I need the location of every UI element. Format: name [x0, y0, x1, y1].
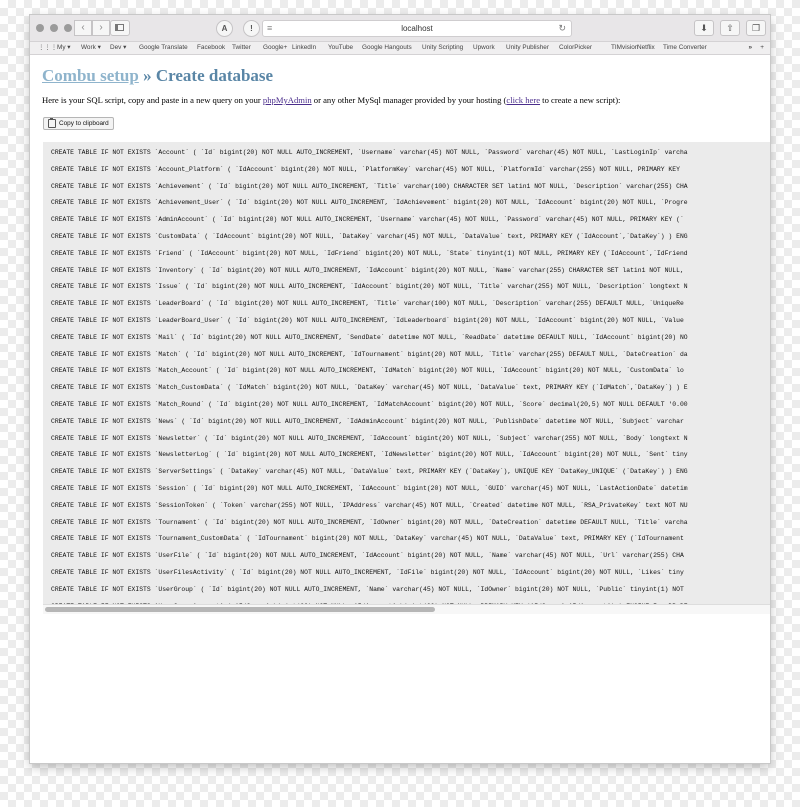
- window-controls: [36, 24, 72, 32]
- sql-line: CREATE TABLE IF NOT EXISTS `LeaderBoard` ( `Id` bigint(20) NOT NULL AUTO_INCREMENT, `Title` varchar(100) NOT NULL, `Description` varchar(255) DEFAULT NULL, `UniqueRe: [51, 300, 684, 308]
- browser-window: [30, 15, 770, 763]
- sidebar-toggle-button[interactable]: [110, 20, 130, 36]
- share-button[interactable]: ⇧: [720, 20, 740, 36]
- bookmark-item[interactable]: Twitter: [232, 44, 251, 51]
- sql-line: CREATE TABLE IF NOT EXISTS `Achievement` ( `Id` bigint(20) NOT NULL AUTO_INCREMENT, `Title` varchar(100) CHARACTER SET latin1 NOT NULL, `Description` varchar(255) CHA: [51, 182, 688, 190]
- sql-line: CREATE TABLE IF NOT EXISTS `Match` ( `Id` bigint(20) NOT NULL AUTO_INCREMENT, `IdTournament` bigint(20) NOT NULL, `Title` varchar(255) DEFAULT NULL, `DateCreation` da: [51, 350, 688, 358]
- sql-line: CREATE TABLE IF NOT EXISTS `CustomData` ( `IdAccount` bigint(20) NOT NULL, `DataKey` varchar(45) NOT NULL, `DataValue` text, PRIMARY KEY (`IdAccount`,`DataKey`) ) ENG: [51, 233, 688, 240]
- bookmark-item[interactable]: Google Hangouts: [362, 44, 412, 51]
- sql-line: CREATE TABLE IF NOT EXISTS `UserFile` ( `Id` bigint(20) NOT NULL AUTO_INCREMENT, `IdAccount` bigint(20) NOT NULL, `Name` varchar(45) NOT NULL, `Url` varchar(255) CHA: [51, 552, 684, 560]
- sql-line: CREATE TABLE IF NOT EXISTS `Achievement_User` ( `Id` bigint(20) NOT NULL AUTO_INCREMENT, `IdAchievement` bigint(20) NOT NULL, `IdAccount` bigint(20) NOT NULL, `Progre: [51, 199, 688, 207]
- zoom-window-button[interactable]: [64, 24, 72, 32]
- address-bar[interactable]: [262, 20, 572, 37]
- sql-line: CREATE TABLE IF NOT EXISTS `NewsletterLog` ( `Id` bigint(20) NOT NULL AUTO_INCREMENT, `IdNewsletter` bigint(20) NOT NULL, `IdAccount` bigint(20) NOT NULL, `Sent` tiny: [51, 451, 688, 459]
- bookmarks-bar: [30, 42, 770, 55]
- bookmark-item[interactable]: TIMvision: [611, 44, 639, 51]
- extension-icon[interactable]: A: [216, 20, 233, 37]
- address-text: localhost: [401, 24, 433, 33]
- bookmark-item[interactable]: Google Translate: [139, 44, 188, 51]
- intro-text: [42, 95, 620, 105]
- clipboard-icon: [48, 119, 56, 128]
- bookmark-item[interactable]: LinkedIn: [292, 44, 317, 51]
- sql-line: CREATE TABLE IF NOT EXISTS `Inventory` ( `Id` bigint(20) NOT NULL AUTO_INCREMENT, `IdAccount` bigint(20) NOT NULL, `Name` varchar(255) CHARACTER SET latin1 NOT NULL,: [51, 266, 684, 274]
- sql-script-box[interactable]: [43, 142, 770, 614]
- sql-line: CREATE TABLE IF NOT EXISTS `Newsletter` ( `Id` bigint(20) NOT NULL AUTO_INCREMENT, `IdAccount` bigint(20) NOT NULL, `Subject` varchar(255) NOT NULL, `Body` longtext N: [51, 434, 688, 442]
- sql-line: CREATE TABLE IF NOT EXISTS `Session` ( `Id` bigint(20) NOT NULL AUTO_INCREMENT, `IdAccount` bigint(20) NOT NULL, `GUID` varchar(45) NOT NULL, `LastActionDate` datetim: [51, 485, 688, 492]
- bookmark-item[interactable]: Unity Scripting: [422, 44, 464, 51]
- bookmark-item[interactable]: Facebook: [197, 44, 226, 51]
- horizontal-scrollbar-track[interactable]: [43, 604, 770, 614]
- minimize-window-button[interactable]: [50, 24, 58, 32]
- phpmyadmin-link[interactable]: phpMyAdmin: [262, 95, 312, 105]
- sql-line: CREATE TABLE IF NOT EXISTS `Match_Round` ( `Id` bigint(20) NOT NULL AUTO_INCREMENT, `IdMatchAccount` bigint(20) NOT NULL, `Score` decimal(20,5) NOT NULL DEFAULT '0.00: [51, 401, 688, 408]
- sql-line: CREATE TABLE IF NOT EXISTS `Mail` ( `Id` bigint(20) NOT NULL AUTO_INCREMENT, `SendDate` datetime NOT NULL, `ReadDate` datetime DEFAULT NULL, `IdAccount` bigint(20) NO: [51, 333, 688, 341]
- sql-line: CREATE TABLE IF NOT EXISTS `SessionToken` ( `Token` varchar(255) NOT NULL, `IPAddress` varchar(45) NOT NULL, `Created` datetime NOT NULL, `RSA_PrivateKey` text NOT NU: [51, 501, 688, 509]
- copy-button-label: Copy to clipboard: [59, 120, 109, 127]
- more-bookmarks-button[interactable]: »: [748, 44, 752, 51]
- combu-setup-link[interactable]: Combu setup: [42, 66, 139, 85]
- sql-line: CREATE TABLE IF NOT EXISTS `Tournament` ( `Id` bigint(20) NOT NULL AUTO_INCREMENT, `IdOwner` bigint(20) NOT NULL, `DateCreation` datetime DEFAULT NULL, `Title` varcha: [51, 518, 688, 526]
- bookmark-item[interactable]: Time Converter: [663, 44, 707, 51]
- sql-line: CREATE TABLE IF NOT EXISTS `News` ( `Id` bigint(20) NOT NULL AUTO_INCREMENT, `IdAdminAccount` bigint(20) NOT NULL, `PublishDate` datetime NOT NULL, `Subject` varchar: [51, 417, 684, 425]
- reload-icon[interactable]: ↻: [558, 23, 566, 33]
- bookmark-item[interactable]: Work ▾: [81, 44, 101, 51]
- back-button[interactable]: ‹: [74, 20, 92, 36]
- sql-line: CREATE TABLE IF NOT EXISTS `Account` ( `Id` bigint(20) NOT NULL AUTO_INCREMENT, `Username` varchar(45) NOT NULL, `Password` varchar(45) NOT NULL, `LastLoginIp` varcha: [51, 149, 688, 156]
- intro-text-part1: Here is your SQL script, copy and paste in a new query on your: [42, 95, 263, 105]
- new-tab-button[interactable]: +: [760, 44, 764, 51]
- reader-icon[interactable]: ≡: [267, 23, 273, 33]
- bookmark-item[interactable]: ColorPicker: [559, 44, 593, 51]
- page-title: [42, 66, 273, 86]
- page-content: [30, 55, 770, 763]
- bookmark-item[interactable]: My ▾: [57, 44, 71, 51]
- intro-text-part2: or any other MySql manager provided by your hosting (: [311, 95, 507, 105]
- close-window-button[interactable]: [36, 24, 44, 32]
- page-title-suffix: » Create database: [138, 66, 274, 85]
- downloads-button[interactable]: ⬇: [694, 20, 714, 36]
- forward-button[interactable]: ›: [92, 20, 110, 36]
- sql-line: CREATE TABLE IF NOT EXISTS `ServerSettings` ( `DataKey` varchar(45) NOT NULL, `DataValue` text, PRIMARY KEY (`DataKey`), UNIQUE KEY `DataKey_UNIQUE` (`DataKey`) ) ENG: [51, 468, 688, 476]
- bookmark-item[interactable]: Dev ▾: [110, 44, 127, 51]
- intro-text-part3: to create a new script):: [540, 95, 621, 105]
- tabs-overview-button[interactable]: ❐: [746, 20, 766, 36]
- bookmark-item[interactable]: YouTube: [328, 44, 354, 51]
- sql-line: CREATE TABLE IF NOT EXISTS `Friend` ( `IdAccount` bigint(20) NOT NULL, `IdFriend` bigint(20) NOT NULL, `State` tinyint(1) NOT NULL, PRIMARY KEY (`IdAccount`,`IdFriend: [51, 249, 688, 257]
- history-navigation: [74, 20, 110, 36]
- privacy-icon[interactable]: !: [243, 20, 260, 37]
- sql-line: CREATE TABLE IF NOT EXISTS `UserGroup` ( `Id` bigint(20) NOT NULL AUTO_INCREMENT, `Name` varchar(45) NOT NULL, `IdOwner` bigint(20) NOT NULL, `Public` tinyint(1) NOT: [51, 585, 684, 593]
- horizontal-scrollbar-thumb[interactable]: [45, 607, 435, 612]
- sql-line: CREATE TABLE IF NOT EXISTS `Tournament_CustomData` ( `IdTournament` bigint(20) NOT NULL, `DataKey` varchar(45) NOT NULL, `DataValue` text, PRIMARY KEY (`IdTournament: [51, 535, 684, 543]
- bookmark-item[interactable]: Unity Publisher: [506, 44, 549, 51]
- sql-line: CREATE TABLE IF NOT EXISTS `UserFilesActivity` ( `Id` bigint(20) NOT NULL AUTO_INCREMENT, `IdFile` bigint(20) NOT NULL, `IdAccount` bigint(20) NOT NULL, `Likes` tiny: [51, 569, 684, 576]
- copy-to-clipboard-button[interactable]: [43, 117, 114, 130]
- click-here-link[interactable]: click here: [506, 95, 541, 105]
- sql-line: CREATE TABLE IF NOT EXISTS `Match_CustomData` ( `IdMatch` bigint(20) NOT NULL, `DataKey` varchar(45) NOT NULL, `DataValue` text, PRIMARY KEY (`IdMatch`,`DataKey`) ) E: [51, 384, 688, 392]
- sql-line: CREATE TABLE IF NOT EXISTS `LeaderBoard_User` ( `Id` bigint(20) NOT NULL AUTO_INCREMENT, `IdLeaderboard` bigint(20) NOT NULL, `IdAccount` bigint(20) NOT NULL, `Value: [51, 317, 684, 324]
- sql-line: CREATE TABLE IF NOT EXISTS `Issue` ( `Id` bigint(20) NOT NULL AUTO_INCREMENT, `IdAccount` bigint(20) NOT NULL, `Title` varchar(255) NOT NULL, `Description` longtext N: [51, 283, 688, 291]
- bookmark-item[interactable]: Upwork: [473, 44, 495, 51]
- sql-line: CREATE TABLE IF NOT EXISTS `AdminAccount` ( `Id` bigint(20) NOT NULL AUTO_INCREMENT, `Username` varchar(45) NOT NULL, `Password` varchar(45) NOT NULL, PRIMARY KEY (`: [51, 216, 684, 224]
- show-all-bookmarks-icon[interactable]: ⋮⋮⋮: [38, 44, 58, 51]
- bookmark-item[interactable]: Netflix: [637, 44, 655, 51]
- sql-line: CREATE TABLE IF NOT EXISTS `Match_Account` ( `Id` bigint(20) NOT NULL AUTO_INCREMENT, `IdMatch` bigint(20) NOT NULL, `IdAccount` bigint(20) NOT NULL, `CustomData` lo: [51, 367, 684, 375]
- sql-line: CREATE TABLE IF NOT EXISTS `Account_Platform` ( `IdAccount` bigint(20) NOT NULL, `PlatformKey` varchar(45) NOT NULL, `PlatformId` varchar(255) NOT NULL, PRIMARY KEY: [51, 165, 680, 173]
- bookmark-item[interactable]: Google+: [263, 44, 288, 51]
- title-bar: [30, 15, 770, 42]
